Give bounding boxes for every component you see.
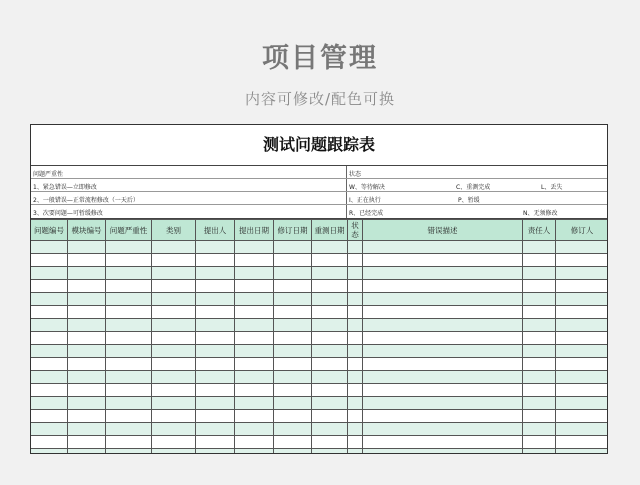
table-cell[interactable] <box>196 384 235 397</box>
table-cell[interactable] <box>363 358 523 371</box>
table-cell[interactable] <box>106 371 152 384</box>
table-cell[interactable] <box>31 267 68 280</box>
table-cell[interactable] <box>523 397 556 410</box>
table-cell[interactable] <box>363 410 523 423</box>
table-cell[interactable] <box>312 410 348 423</box>
table-cell[interactable] <box>152 410 196 423</box>
column-header: 问题编号 <box>31 220 68 241</box>
table-cell[interactable] <box>348 345 363 358</box>
table-row <box>31 267 609 280</box>
column-header: 错误描述 <box>363 220 523 241</box>
table-cell[interactable] <box>312 254 348 267</box>
table-cell[interactable] <box>152 241 196 254</box>
table-body <box>31 241 609 455</box>
table-cell[interactable] <box>523 254 556 267</box>
table-cell[interactable] <box>523 449 556 455</box>
table-cell[interactable] <box>348 449 363 455</box>
table-cell[interactable] <box>348 358 363 371</box>
table-cell[interactable] <box>106 267 152 280</box>
column-header: 提出人 <box>196 220 235 241</box>
status-heading: 状态 <box>349 171 362 178</box>
status-item: N、无须修改 <box>523 210 558 217</box>
table-cell[interactable] <box>348 384 363 397</box>
table-cell[interactable] <box>274 293 312 306</box>
table-cell[interactable] <box>348 410 363 423</box>
column-header: 修订日期 <box>274 220 312 241</box>
table-row <box>31 280 609 293</box>
table-cell[interactable] <box>523 280 556 293</box>
table-cell[interactable] <box>196 410 235 423</box>
table-cell[interactable] <box>196 345 235 358</box>
table-cell[interactable] <box>363 280 523 293</box>
table-cell[interactable] <box>106 436 152 449</box>
table-cell[interactable] <box>152 254 196 267</box>
sheet-title: 测试问题跟踪表 <box>31 125 607 166</box>
table-row <box>31 436 609 449</box>
table-cell[interactable] <box>152 319 196 332</box>
table-cell[interactable] <box>106 410 152 423</box>
table-cell[interactable] <box>556 293 609 306</box>
table-cell[interactable] <box>106 280 152 293</box>
table-cell[interactable] <box>312 345 348 358</box>
table-cell[interactable] <box>68 436 106 449</box>
table-cell[interactable] <box>274 423 312 436</box>
table-cell[interactable] <box>363 423 523 436</box>
table-cell[interactable] <box>106 449 152 455</box>
table-cell[interactable] <box>235 449 274 455</box>
table-cell[interactable] <box>196 436 235 449</box>
table-row <box>31 384 609 397</box>
table-row <box>31 449 609 455</box>
table-cell[interactable] <box>556 397 609 410</box>
table-cell[interactable] <box>235 241 274 254</box>
table-cell[interactable] <box>196 306 235 319</box>
table-row <box>31 345 609 358</box>
table-cell[interactable] <box>152 267 196 280</box>
table-cell[interactable] <box>312 397 348 410</box>
tracking-sheet <box>30 124 608 454</box>
table-cell[interactable] <box>68 332 106 345</box>
table-cell[interactable] <box>31 319 68 332</box>
table-cell[interactable] <box>152 345 196 358</box>
table-cell[interactable] <box>31 306 68 319</box>
table-cell[interactable] <box>312 293 348 306</box>
table-row <box>31 241 609 254</box>
table-cell[interactable] <box>196 358 235 371</box>
table-cell[interactable] <box>523 384 556 397</box>
table-cell[interactable] <box>274 371 312 384</box>
table-cell[interactable] <box>68 397 106 410</box>
table-cell[interactable] <box>196 397 235 410</box>
table-cell[interactable] <box>312 423 348 436</box>
table-cell[interactable] <box>152 384 196 397</box>
table-cell[interactable] <box>556 371 609 384</box>
table-cell[interactable] <box>152 358 196 371</box>
table-cell[interactable] <box>106 358 152 371</box>
table-cell[interactable] <box>152 449 196 455</box>
table-cell[interactable] <box>523 267 556 280</box>
table-cell[interactable] <box>31 371 68 384</box>
table-cell[interactable] <box>235 293 274 306</box>
table-cell[interactable] <box>235 423 274 436</box>
table-cell[interactable] <box>31 358 68 371</box>
table-cell[interactable] <box>363 449 523 455</box>
table-cell[interactable] <box>31 332 68 345</box>
table-cell[interactable] <box>235 345 274 358</box>
table-cell[interactable] <box>106 345 152 358</box>
column-header: 状态 <box>348 220 363 241</box>
table-cell[interactable] <box>556 384 609 397</box>
table-cell[interactable] <box>31 384 68 397</box>
table-cell[interactable] <box>312 371 348 384</box>
column-header: 提出日期 <box>235 220 274 241</box>
table-cell[interactable] <box>523 371 556 384</box>
table-cell[interactable] <box>523 241 556 254</box>
table-cell[interactable] <box>235 332 274 345</box>
table-cell[interactable] <box>523 293 556 306</box>
table-cell[interactable] <box>556 267 609 280</box>
table-cell[interactable] <box>274 306 312 319</box>
column-header: 重测日期 <box>312 220 348 241</box>
table-cell[interactable] <box>152 280 196 293</box>
legend <box>31 166 607 219</box>
table-cell[interactable] <box>235 306 274 319</box>
table-cell[interactable] <box>196 267 235 280</box>
severity-item: 3、次要问题—可暂缓修改 <box>33 210 103 217</box>
table-cell[interactable] <box>523 410 556 423</box>
table-cell[interactable] <box>348 436 363 449</box>
table-cell[interactable] <box>31 410 68 423</box>
table-cell[interactable] <box>363 319 523 332</box>
table-cell[interactable] <box>556 358 609 371</box>
table-cell[interactable] <box>312 449 348 455</box>
table-cell[interactable] <box>556 410 609 423</box>
table-cell[interactable] <box>363 345 523 358</box>
table-cell[interactable] <box>348 254 363 267</box>
table-cell[interactable] <box>363 267 523 280</box>
table-cell[interactable] <box>274 384 312 397</box>
table-cell[interactable] <box>235 254 274 267</box>
table-cell[interactable] <box>31 345 68 358</box>
table-cell[interactable] <box>196 371 235 384</box>
table-row <box>31 254 609 267</box>
table-cell[interactable] <box>523 332 556 345</box>
table-cell[interactable] <box>274 280 312 293</box>
table-cell[interactable] <box>196 280 235 293</box>
table-cell[interactable] <box>348 371 363 384</box>
column-header: 责任人 <box>523 220 556 241</box>
table-cell[interactable] <box>106 332 152 345</box>
table-cell[interactable] <box>31 436 68 449</box>
legend-line <box>31 205 607 218</box>
table-cell[interactable] <box>363 306 523 319</box>
table-cell[interactable] <box>312 280 348 293</box>
table-cell[interactable] <box>106 384 152 397</box>
table-cell[interactable] <box>312 332 348 345</box>
table-cell[interactable] <box>556 306 609 319</box>
table-cell[interactable] <box>523 345 556 358</box>
table-cell[interactable] <box>152 397 196 410</box>
table-cell[interactable] <box>274 254 312 267</box>
table-cell[interactable] <box>68 449 106 455</box>
table-cell[interactable] <box>68 371 106 384</box>
table-cell[interactable] <box>31 397 68 410</box>
table-cell[interactable] <box>68 306 106 319</box>
table-cell[interactable] <box>196 241 235 254</box>
table-cell[interactable] <box>363 293 523 306</box>
table-cell[interactable] <box>31 449 68 455</box>
table-cell[interactable] <box>196 449 235 455</box>
table-cell[interactable] <box>31 423 68 436</box>
table-cell[interactable] <box>106 423 152 436</box>
table-cell[interactable] <box>348 293 363 306</box>
status-item: P、暂缓 <box>458 197 480 204</box>
table-cell[interactable] <box>68 384 106 397</box>
column-header: 问题严重性 <box>106 220 152 241</box>
table-cell[interactable] <box>106 306 152 319</box>
table-cell[interactable] <box>68 358 106 371</box>
table-cell[interactable] <box>363 397 523 410</box>
table-cell[interactable] <box>523 358 556 371</box>
table-cell[interactable] <box>235 397 274 410</box>
column-header: 修订人 <box>556 220 609 241</box>
status-item: R、已经完成 <box>349 210 384 217</box>
table-cell[interactable] <box>106 254 152 267</box>
table-row <box>31 410 609 423</box>
table-cell[interactable] <box>312 267 348 280</box>
status-item: I、正在执行 <box>349 197 381 204</box>
table-row <box>31 371 609 384</box>
table-cell[interactable] <box>274 319 312 332</box>
table-cell[interactable] <box>31 241 68 254</box>
table-cell[interactable] <box>312 241 348 254</box>
table-cell[interactable] <box>196 319 235 332</box>
table-cell[interactable] <box>274 410 312 423</box>
table-cell[interactable] <box>556 436 609 449</box>
table-cell[interactable] <box>363 384 523 397</box>
status-item: C、重测完成 <box>456 184 491 191</box>
table-cell[interactable] <box>196 293 235 306</box>
table-cell[interactable] <box>363 371 523 384</box>
table-cell[interactable] <box>68 345 106 358</box>
table-cell[interactable] <box>152 332 196 345</box>
table-cell[interactable] <box>556 280 609 293</box>
status-item: W、等待解决 <box>349 184 385 191</box>
table-cell[interactable] <box>274 397 312 410</box>
table-cell[interactable] <box>556 345 609 358</box>
table-row <box>31 293 609 306</box>
severity-item: 2、一般错误—正常流程修改（一天后） <box>33 197 139 204</box>
table-cell[interactable] <box>556 319 609 332</box>
table-cell[interactable] <box>523 306 556 319</box>
table-cell[interactable] <box>274 267 312 280</box>
table-cell[interactable] <box>196 332 235 345</box>
table-cell[interactable] <box>152 293 196 306</box>
table-cell[interactable] <box>556 241 609 254</box>
table-cell[interactable] <box>312 306 348 319</box>
table-cell[interactable] <box>152 306 196 319</box>
table-cell[interactable] <box>68 319 106 332</box>
severity-item: 1、紧急错误—立即修改 <box>33 184 97 191</box>
table-cell[interactable] <box>68 254 106 267</box>
table-cell[interactable] <box>106 241 152 254</box>
status-item: L、丢失 <box>541 184 563 191</box>
table-cell[interactable] <box>235 436 274 449</box>
legend-line <box>31 166 607 179</box>
table-row <box>31 358 609 371</box>
table-cell[interactable] <box>312 384 348 397</box>
table-header-row <box>31 220 609 241</box>
table-cell[interactable] <box>274 358 312 371</box>
table-cell[interactable] <box>523 423 556 436</box>
table-cell[interactable] <box>348 423 363 436</box>
table-cell[interactable] <box>68 241 106 254</box>
column-header: 类别 <box>152 220 196 241</box>
table-cell[interactable] <box>348 397 363 410</box>
table-row <box>31 397 609 410</box>
table-cell[interactable] <box>363 332 523 345</box>
table-cell[interactable] <box>196 423 235 436</box>
table-cell[interactable] <box>523 319 556 332</box>
table-cell[interactable] <box>68 280 106 293</box>
table-cell[interactable] <box>312 319 348 332</box>
table-cell[interactable] <box>274 332 312 345</box>
table-cell[interactable] <box>106 293 152 306</box>
table-cell[interactable] <box>152 436 196 449</box>
issue-table <box>30 219 608 454</box>
legend-line <box>31 179 607 192</box>
table-cell[interactable] <box>106 397 152 410</box>
table-cell[interactable] <box>68 410 106 423</box>
table-cell[interactable] <box>274 449 312 455</box>
table-cell[interactable] <box>312 358 348 371</box>
table-cell[interactable] <box>363 254 523 267</box>
legend-line <box>31 192 607 205</box>
page-title: 项目管理 <box>262 43 378 74</box>
table-cell[interactable] <box>106 319 152 332</box>
table-cell[interactable] <box>68 293 106 306</box>
table-cell[interactable] <box>152 371 196 384</box>
table-cell[interactable] <box>348 319 363 332</box>
table-cell[interactable] <box>274 345 312 358</box>
severity-heading: 问题严重性 <box>33 171 64 178</box>
table-cell[interactable] <box>31 254 68 267</box>
table-cell[interactable] <box>68 423 106 436</box>
table-row <box>31 332 609 345</box>
table-cell[interactable] <box>235 280 274 293</box>
column-header: 模块编号 <box>68 220 106 241</box>
table-row <box>31 423 609 436</box>
table-cell[interactable] <box>363 436 523 449</box>
table-cell[interactable] <box>556 449 609 455</box>
table-cell[interactable] <box>274 436 312 449</box>
table-cell[interactable] <box>31 293 68 306</box>
table-cell[interactable] <box>68 267 106 280</box>
table-cell[interactable] <box>556 423 609 436</box>
table-row <box>31 306 609 319</box>
table-cell[interactable] <box>235 267 274 280</box>
table-cell[interactable] <box>523 436 556 449</box>
table-cell[interactable] <box>556 332 609 345</box>
table-cell[interactable] <box>235 410 274 423</box>
table-cell[interactable] <box>31 280 68 293</box>
table-cell[interactable] <box>556 254 609 267</box>
table-cell[interactable] <box>348 267 363 280</box>
table-cell[interactable] <box>363 241 523 254</box>
table-cell[interactable] <box>348 306 363 319</box>
table-row <box>31 319 609 332</box>
table-cell[interactable] <box>196 254 235 267</box>
table-cell[interactable] <box>348 332 363 345</box>
table-cell[interactable] <box>274 241 312 254</box>
table-cell[interactable] <box>235 358 274 371</box>
table-cell[interactable] <box>348 241 363 254</box>
table-cell[interactable] <box>348 280 363 293</box>
table-cell[interactable] <box>235 371 274 384</box>
table-cell[interactable] <box>235 384 274 397</box>
table-cell[interactable] <box>152 423 196 436</box>
page-subtitle: 内容可修改/配色可换 <box>244 90 396 108</box>
table-cell[interactable] <box>312 436 348 449</box>
table-cell[interactable] <box>235 319 274 332</box>
